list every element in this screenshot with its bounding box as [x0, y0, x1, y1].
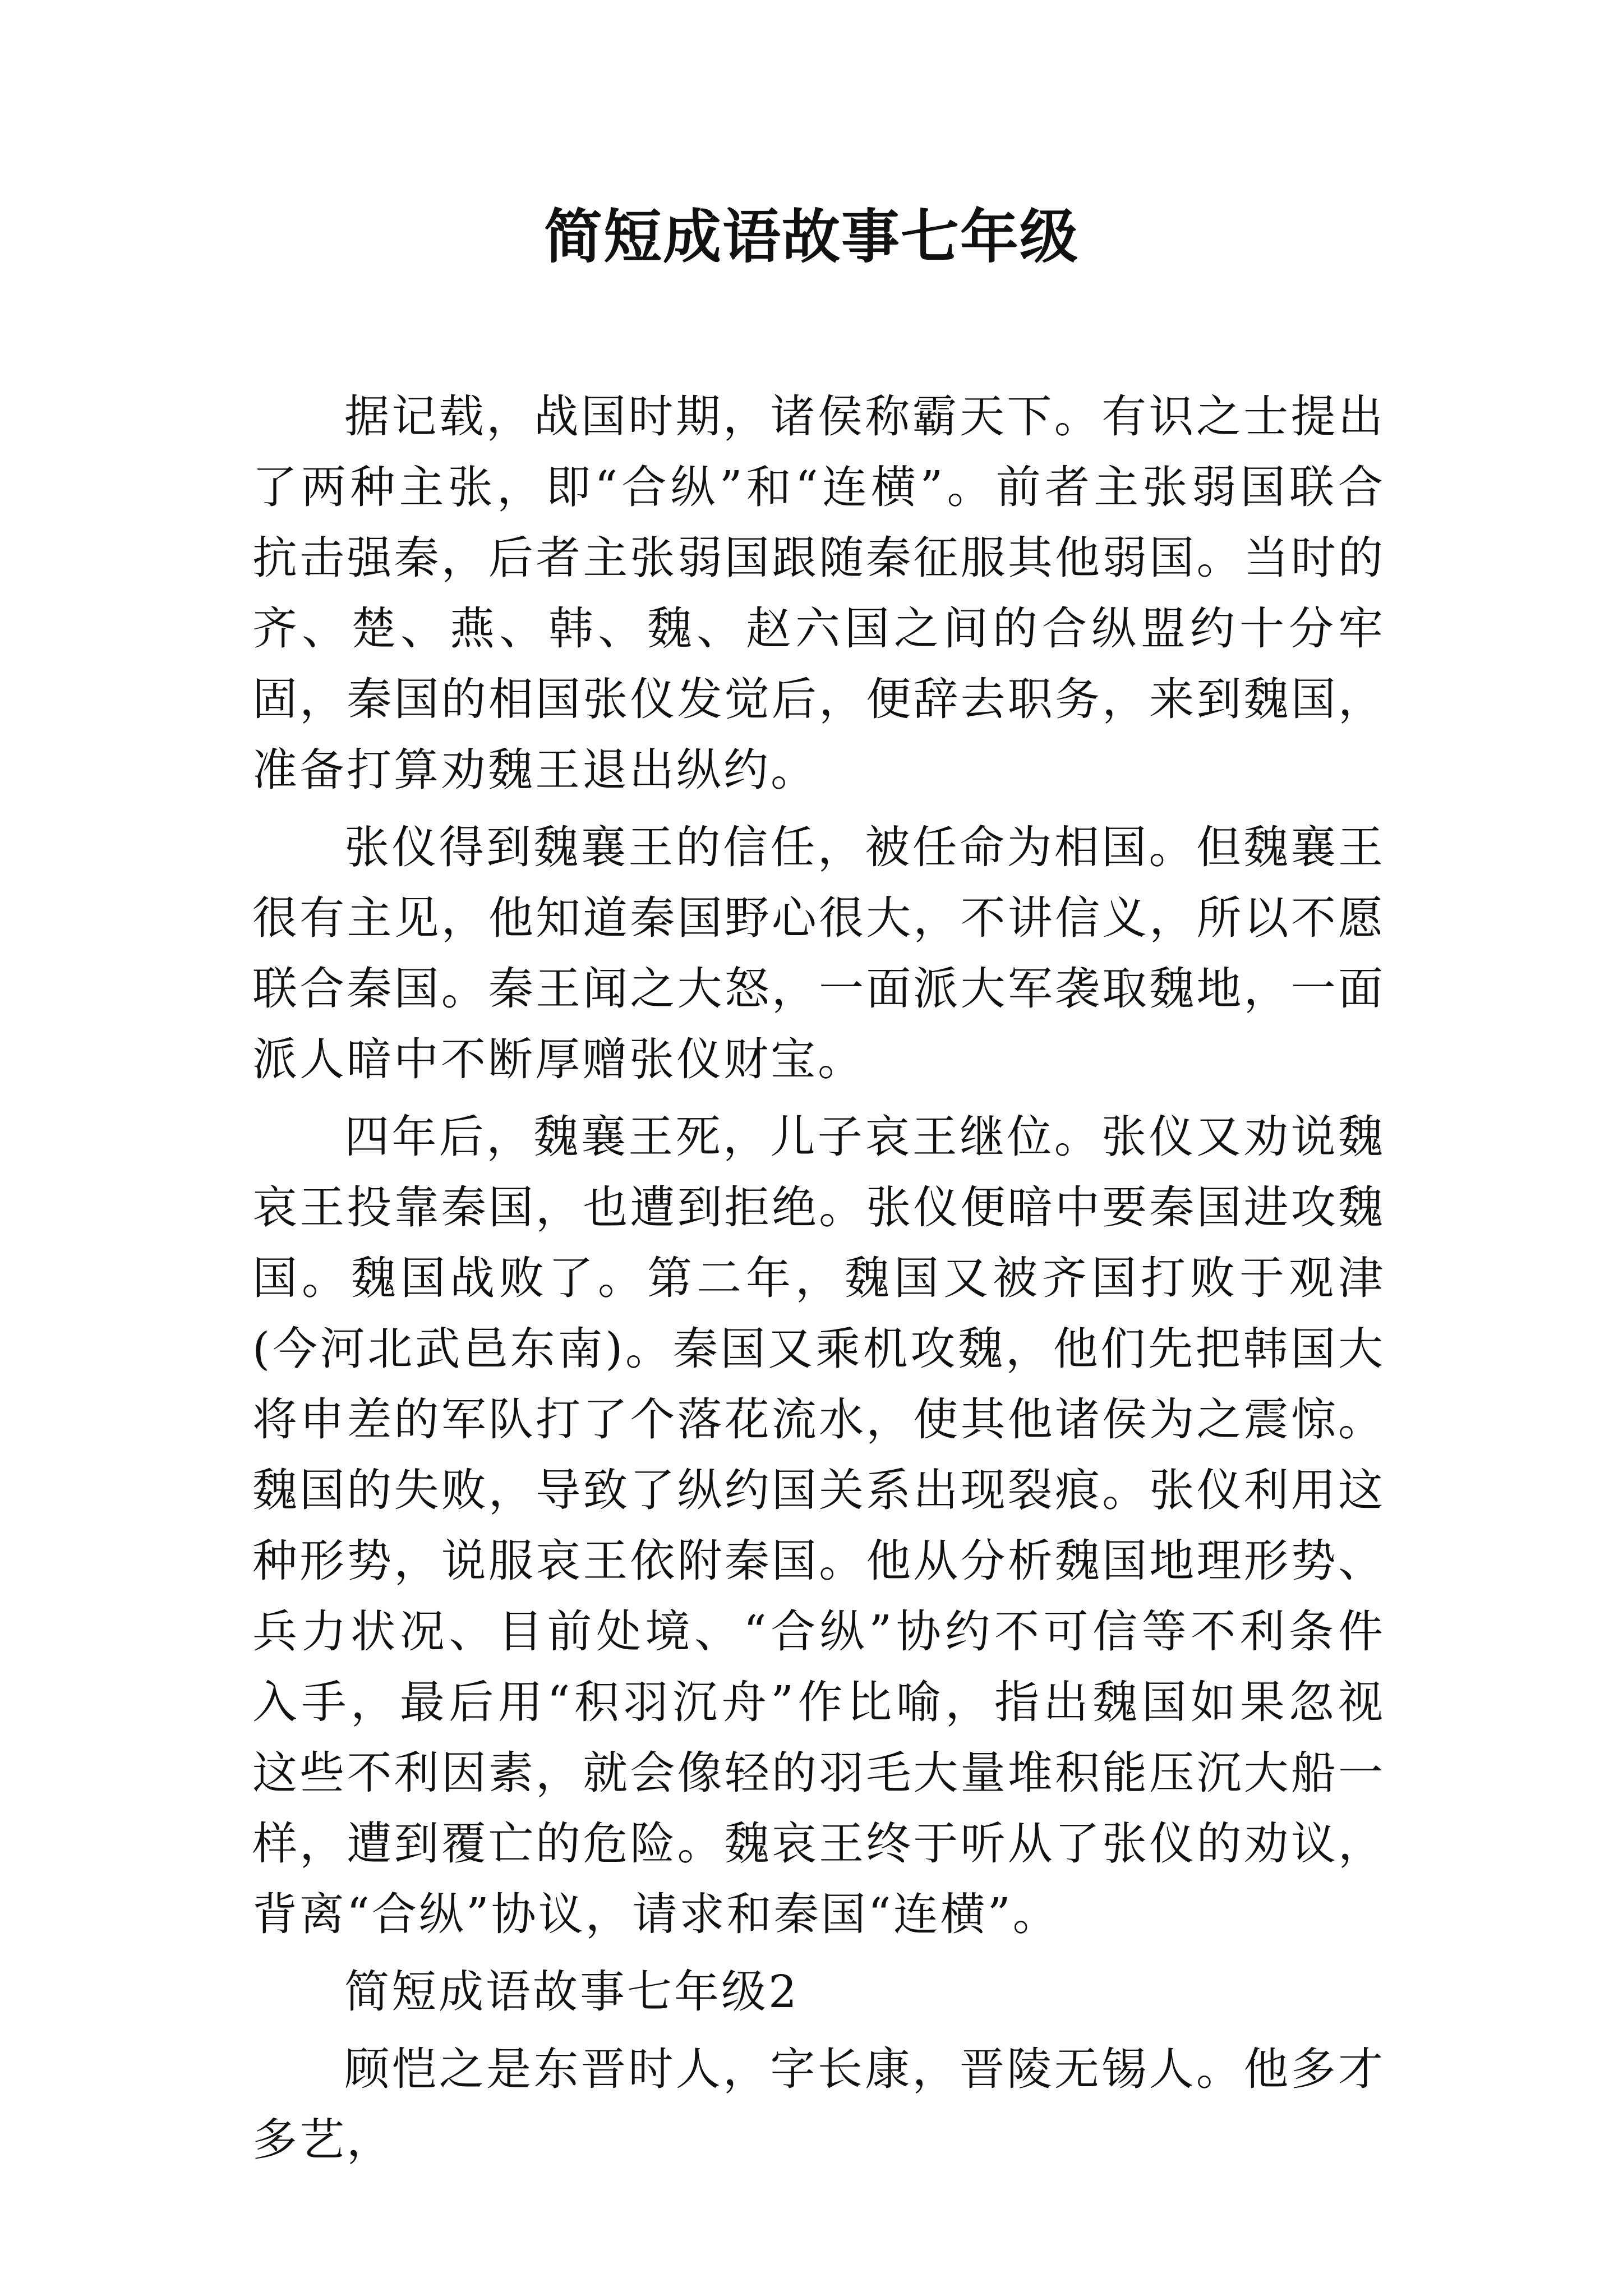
- section-subheading: 简短成语故事七年级2: [344, 1966, 799, 2018]
- paragraph: 张仪得到魏襄王的信任，被任命为相国。但魏襄王很有主见，他知道秦国野心很大，不讲信义，所以不愿联合秦国。秦王闻之大怒，一面派大军袭取魏地，一面派人暗中不断厚赠张仪财宝。: [252, 821, 1385, 1085]
- paragraph: 据记载，战国时期，诸侯称霸天下。有识之士提出了两种主张，即“合纵”和“连横”。前者主张弱国联合抗击强秦，后者主张弱国跟随秦征服其他弱国。当时的齐、楚、燕、韩、魏、赵六国之间的合纵盟约十分牢固，秦国的相国张仪发觉后，便辞去职务，来到魏国，准备打算劝魏王退出纵约。: [252, 390, 1385, 796]
- document-title: 简短成语故事七年级: [543, 202, 1079, 271]
- paragraph: 四年后，魏襄王死，儿子哀王继位。张仪又劝说魏哀王投靠秦国，也遭到拒绝。张仪便暗中要秦国进攻魏国。魏国战败了。第二年，魏国又被齐国打败于观津(今河北武邑东南)。秦国又乘机攻魏，他们先把韩国大将申差的军队打了个落花流水，使其他诸侯为之震惊。魏国的失败，导致了纵约国关系出现裂痕。张仪利用这种形势，说服哀王依附秦国。他从分析魏国地理形势、兵力状况、目前处境、“合纵”协约不可信等不利条件入手，最后用“积羽沉舟”作比喻，指出魏国如果忽视这些不利因素，就会像轻的羽毛大量堆积能压沉大船一样，遭到覆亡的危险。魏哀王终于听从了张仪的劝议，背离“合纵”协议，请求和秦国“连横”。: [252, 1111, 1385, 1940]
- document-body: [252, 381, 1385, 2182]
- paragraph: 顾恺之是东晋时人，字长康，晋陵无锡人。他多才多艺，: [252, 2043, 1385, 2166]
